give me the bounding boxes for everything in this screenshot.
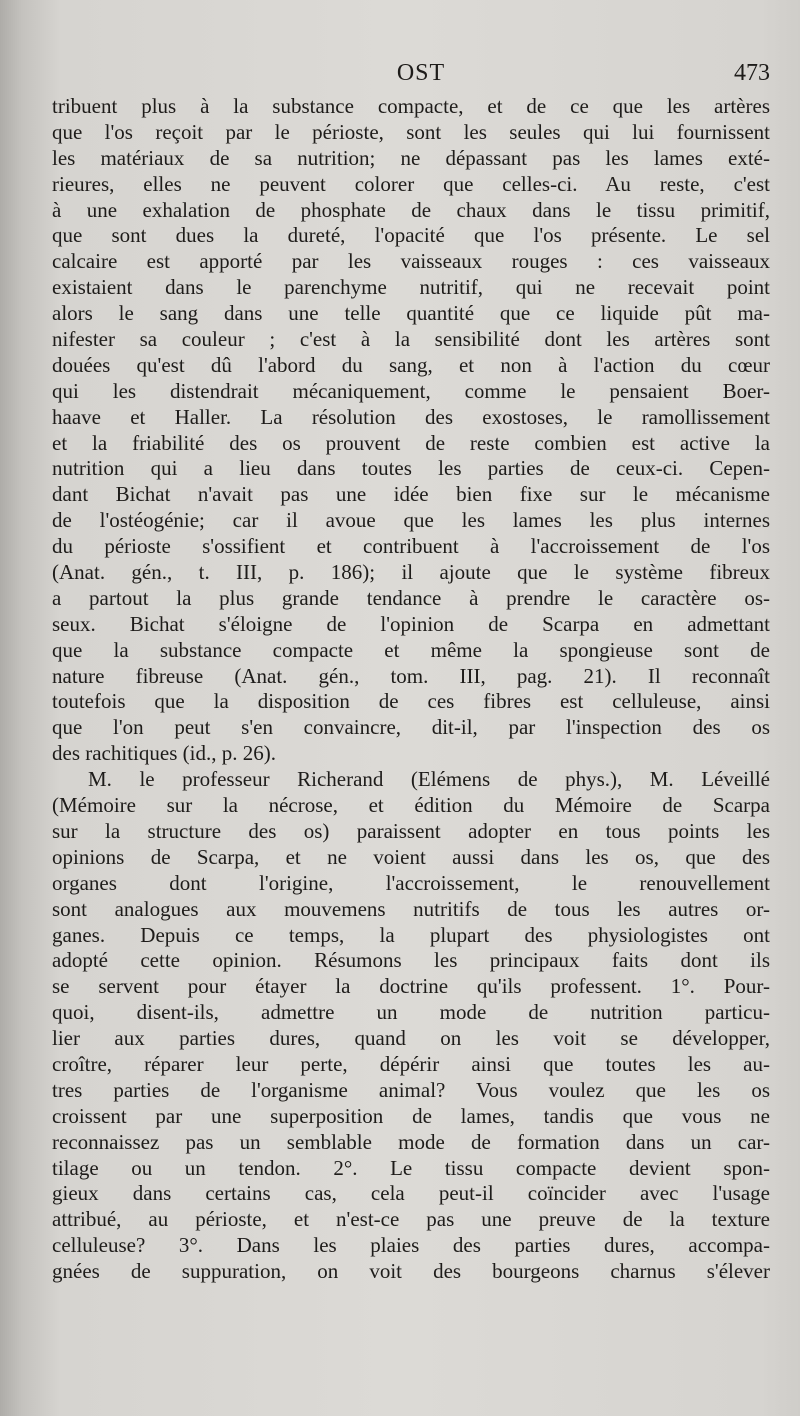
text-line: gnées de suppuration, on voit des bourgeons charnus s'élever: [52, 1259, 770, 1284]
text-line: existaient dans le parenchyme nutritif, qui ne recevait point: [52, 275, 770, 300]
text-line: (Mémoire sur la nécrose, et édition du Mémoire de Scarpa: [52, 793, 770, 818]
text-line: seux. Bichat s'éloigne de l'opinion de Scarpa en admettant: [52, 611, 770, 636]
text-line: celluleuse? 3°. Dans les plaies des parties dures, accompa-: [52, 1233, 770, 1258]
text-line: que l'os reçoit par le périoste, sont les seules qui lui fournissent: [52, 119, 770, 144]
text-line: tribuent plus à la substance compacte, et de ce que les artères: [52, 94, 770, 118]
text-line: M. le professeur Richerand (Elémens de phys.), M. Léveillé: [88, 767, 770, 792]
text-line: qui les distendrait mécaniquement, comme le pensaient Boer-: [52, 378, 770, 403]
text-line: du périoste s'ossifient et contribuent à l'accroissement de l'os: [52, 534, 770, 559]
text-line: alors le sang dans une telle quantité que ce liquide pût ma-: [52, 301, 770, 326]
text-line: attribué, au périoste, et n'est-ce pas une preuve de la texture: [52, 1207, 770, 1232]
text-line: calcaire est apporté par les vaisseaux rouges : ces vaisseaux: [52, 249, 770, 274]
text-line: et la friabilité des os prouvent de reste combien est active la: [52, 430, 770, 455]
page-number: 473: [734, 60, 770, 86]
page-header: [52, 60, 770, 96]
text-line: nutrition qui a lieu dans toutes les parties de ceux-ci. Cepen-: [52, 456, 770, 481]
text-line: toutefois que la disposition de ces fibres est celluleuse, ainsi: [52, 689, 770, 714]
text-line: nature fibreuse (Anat. gén., tom. III, pag. 21). Il reconnaît: [52, 663, 770, 688]
text-line: que sont dues la dureté, l'opacité que l'os présente. Le sel: [52, 223, 770, 248]
text-line: (Anat. gén., t. III, p. 186); il ajoute que le système fibreux: [52, 560, 770, 585]
body-text: [52, 94, 770, 1285]
text-line: rieures, elles ne peuvent colorer que celles-ci. Au reste, c'est: [52, 171, 770, 196]
text-line: des rachitiques (id., p. 26).: [52, 741, 276, 766]
text-line: se servent pour étayer la doctrine qu'ils professent. 1°. Pour-: [52, 974, 770, 999]
text-line: que la substance compacte et même la spongieuse sont de: [52, 637, 770, 662]
text-line: tres parties de l'organisme animal? Vous voulez que les os: [52, 1077, 770, 1102]
text-line: opinions de Scarpa, et ne voient aussi dans les os, que des: [52, 844, 770, 869]
text-line: que l'on peut s'en convaincre, dit-il, par l'inspection des os: [52, 715, 770, 740]
text-line: de l'ostéogénie; car il avoue que les lames les plus internes: [52, 508, 770, 533]
running-head: OST: [396, 60, 446, 86]
text-line: sont analogues aux mouvemens nutritifs de tous les autres or-: [52, 896, 770, 921]
text-line: adopté cette opinion. Résumons les principaux faits dont ils: [52, 948, 770, 973]
text-line: haave et Haller. La résolution des exostoses, le ramollissement: [52, 404, 770, 429]
text-line: quoi, disent-ils, admettre un mode de nutrition particu-: [52, 1000, 770, 1025]
text-line: organes dont l'origine, l'accroissement, le renouvellement: [52, 870, 770, 895]
text-line: a partout la plus grande tendance à prendre le caractère os-: [52, 585, 770, 610]
text-line: les matériaux de sa nutrition; ne dépassant pas les lames exté-: [52, 145, 770, 170]
text-line: tilage ou un tendon. 2°. Le tissu compacte devient spon-: [52, 1155, 770, 1180]
text-line: lier aux parties dures, quand on les voit se développer,: [52, 1026, 770, 1051]
text-line: gieux dans certains cas, cela peut-il coïncider avec l'usage: [52, 1181, 770, 1206]
text-line: à une exhalation de phosphate de chaux dans le tissu primitif,: [52, 197, 770, 222]
text-line: ganes. Depuis ce temps, la plupart des physiologistes ont: [52, 922, 770, 947]
text-line: douées qu'est dû l'abord du sang, et non à l'action du cœur: [52, 352, 770, 377]
text-line: croître, réparer leur perte, dépérir ainsi que toutes les au-: [52, 1051, 770, 1076]
text-line: nifester sa couleur ; c'est à la sensibilité dont les artères sont: [52, 327, 770, 352]
text-line: reconnaissez pas un semblable mode de formation dans un car-: [52, 1129, 770, 1154]
text-line: sur la structure des os) paraissent adopter en tous points les: [52, 818, 770, 843]
text-line: croissent par une superposition de lames, tandis que vous ne: [52, 1103, 770, 1128]
text-line: dant Bichat n'avait pas une idée bien fixe sur le mécanisme: [52, 482, 770, 507]
